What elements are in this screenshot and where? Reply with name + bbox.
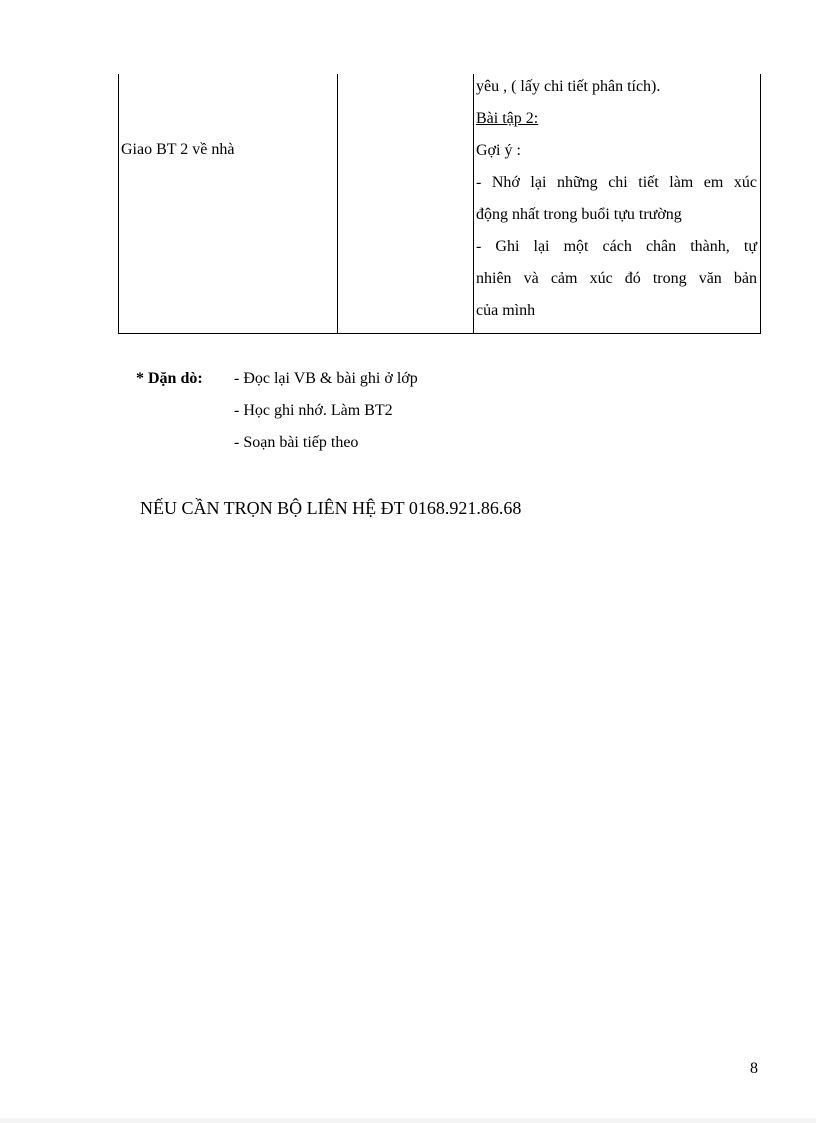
content-line: - Nhớ lại những chi tiết làm em xúc — [476, 174, 757, 191]
activity-cell: Giao BT 2 về nhà — [121, 141, 235, 158]
contact-line: NẾU CẦN TRỌN BỘ LIÊN HỆ ĐT 0168.921.86.68 — [140, 498, 522, 518]
content-line: yêu , ( lấy chi tiết phân tích). — [476, 78, 661, 95]
content-line: động nhất trong buổi tựu trường — [476, 206, 682, 223]
notes-item: - Học ghi nhớ. Làm BT2 — [234, 402, 393, 419]
homework-notes — [136, 366, 418, 462]
content-line: của mình — [476, 302, 536, 319]
content-line: nhiên và cảm xúc đó trong văn bản — [476, 270, 757, 287]
table-column-divider — [337, 74, 338, 333]
content-line: - Ghi lại một cách chân thành, tự — [476, 238, 757, 255]
content-cell — [476, 74, 757, 330]
notes-item: - Soạn bài tiếp theo — [234, 434, 359, 451]
lesson-table — [118, 74, 761, 334]
table-column-divider — [473, 74, 474, 333]
hint-heading: Gợi ý : — [476, 142, 521, 159]
exercise-heading: Bài tập 2: — [476, 110, 539, 127]
page-number: 8 — [750, 1060, 758, 1077]
notes-label: * Dặn dò: — [136, 370, 203, 387]
notes-item: - Đọc lại VB & bài ghi ở lớp — [234, 370, 418, 387]
